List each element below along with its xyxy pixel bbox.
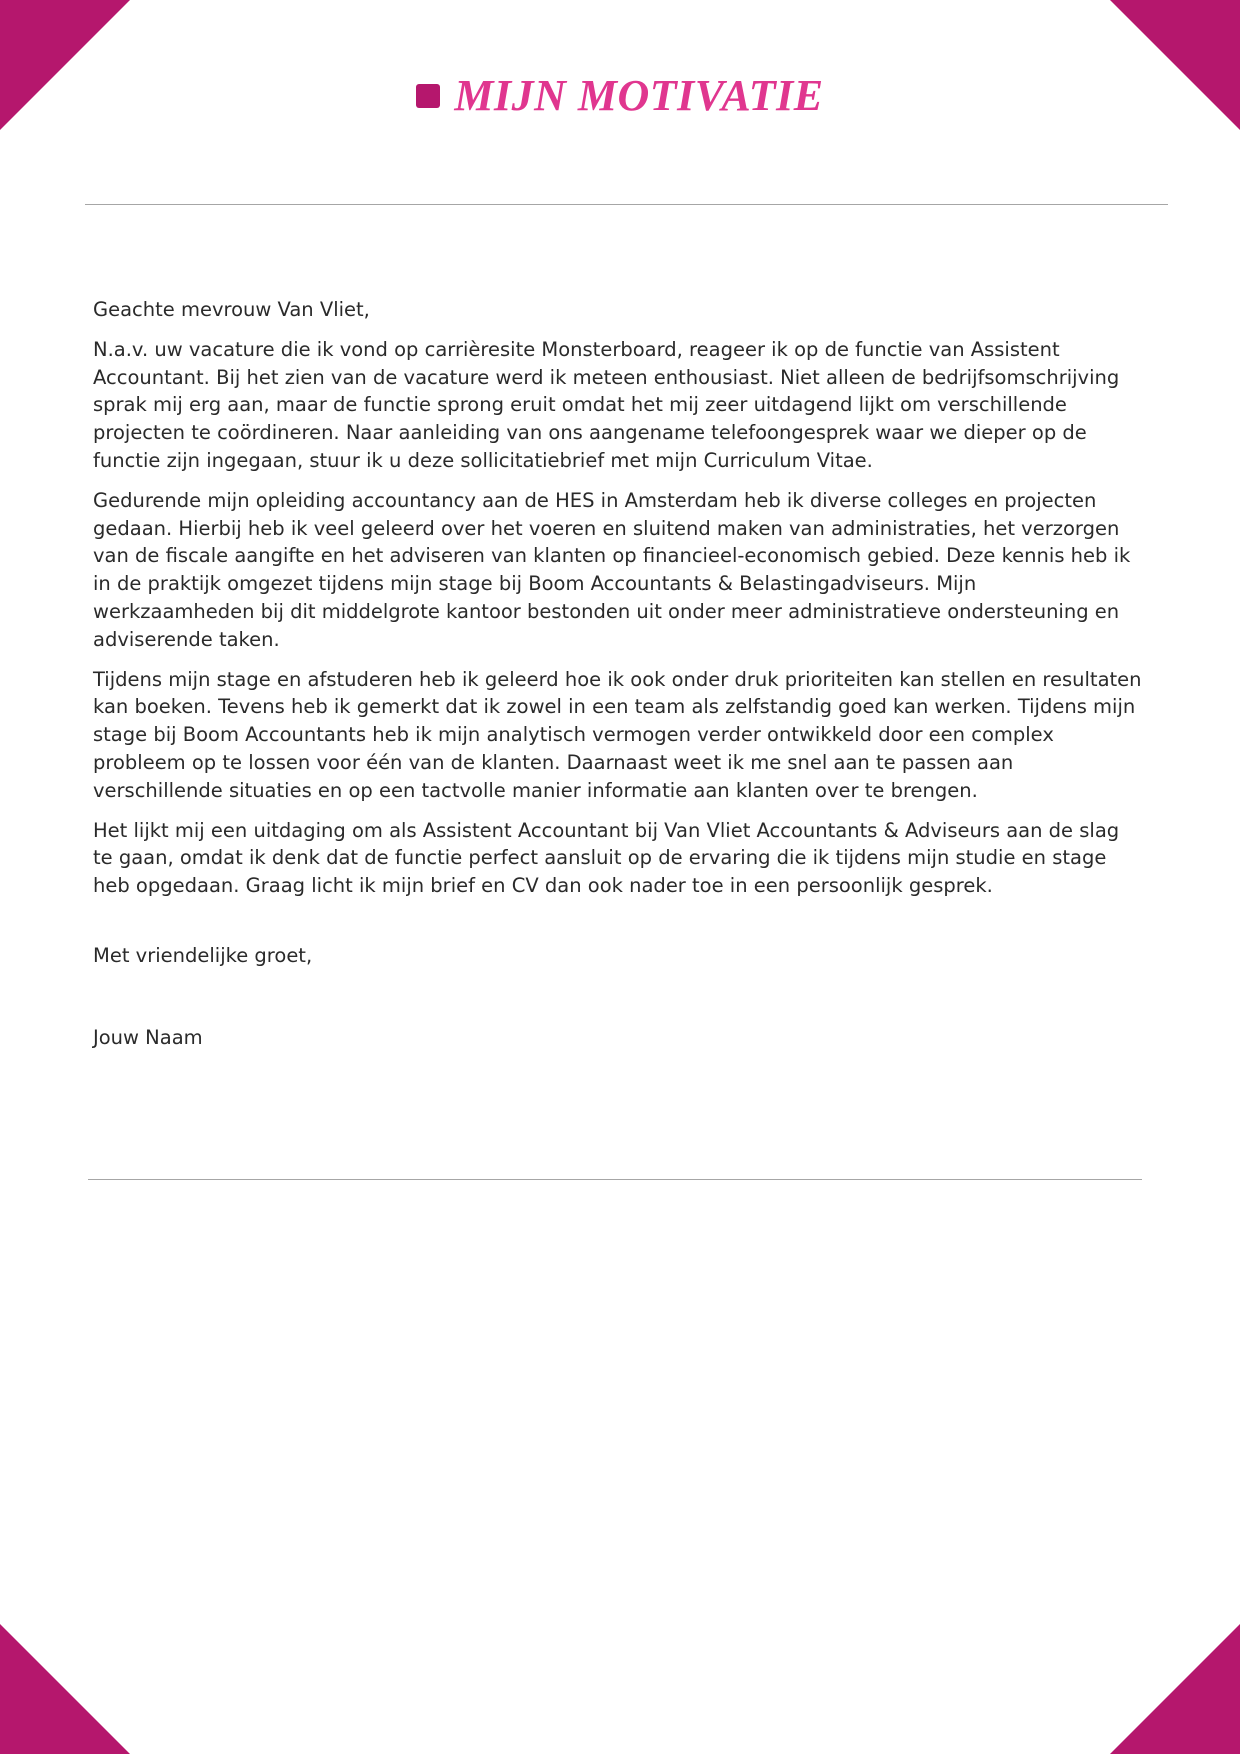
closing: Met vriendelijke groet, bbox=[93, 943, 313, 967]
page-header bbox=[0, 70, 1240, 121]
title-wrap bbox=[416, 70, 823, 121]
divider-top bbox=[85, 204, 1168, 205]
divider-bottom bbox=[88, 1179, 1142, 1180]
letter-body bbox=[93, 296, 1143, 1064]
square-bullet-icon bbox=[416, 84, 440, 108]
paragraph-3: Tijdens mijn stage en afstuderen heb ik geleerd hoe ik ook onder druk prioriteiten kan stellen en resultaten kan boeken. Tevens heb ik gemerkt dat ik zowel in een team als zelfstandig goed kan werken. Tijdens mijn stage bij Boom Accountants heb ik mijn analytisch vermogen verder ontwikkeld door een complex probleem op te lossen voor één van de klanten. Daarnaast weet ik me snel aan te passen aan verschillende situaties en op een tactvolle manier informatie aan klanten over te brengen. bbox=[93, 667, 1142, 802]
salutation: Geachte mevrouw Van Vliet, bbox=[93, 298, 370, 321]
paragraph-4: Het lijkt mij een uitdaging om als Assistent Accountant bij Van Vliet Accountants & Adviseurs aan de slag te gaan, omdat ik denk dat de functie perfect aansluit op de ervaring die ik tijdens mijn studie en stage heb opgedaan. Graag licht ik mijn brief en CV dan ook nader toe in een persoonlijk gesprek. bbox=[93, 818, 1120, 898]
paragraph-1: N.a.v. uw vacature die ik vond op carrièresite Monsterboard, reageer ik op de functie van Assistent Accountant. Bij het zien van de vacature werd ik meteen enthousiast. Niet alleen de bedrijfsomschrijving sprak mij erg aan, maar de functie sprong eruit omdat het mij zeer uitdagend lijkt om verschillende projecten te coördineren. Naar aanleiding van ons aangename telefoongesprek waar we dieper op de functie zijn ingegaan, stuur ik u deze sollicitatiebrief met mijn Curriculum Vitae. bbox=[93, 337, 1120, 472]
corner-decoration-bottom-right bbox=[1110, 1624, 1240, 1754]
corner-decoration-bottom-left bbox=[0, 1624, 130, 1754]
paragraph-2: Gedurende mijn opleiding accountancy aan de HES in Amsterdam heb ik diverse colleges en projecten gedaan. Hierbij heb ik veel geleerd over het voeren en sluitend maken van administraties, het verzorgen van de fiscale aangifte en het adviseren van klanten op financieel-economisch gebied. Deze kennis heb ik in de praktijk omgezet tijdens mijn stage bij Boom Accountants & Belastingadviseurs. Mijn werkzaamheden bij dit middelgrote kantoor bestonden uit onder meer administratieve ondersteuning en adviserende taken. bbox=[93, 488, 1131, 651]
signature: Jouw Naam bbox=[93, 1025, 203, 1049]
page-title: MIJN MOTIVATIE bbox=[454, 71, 824, 120]
